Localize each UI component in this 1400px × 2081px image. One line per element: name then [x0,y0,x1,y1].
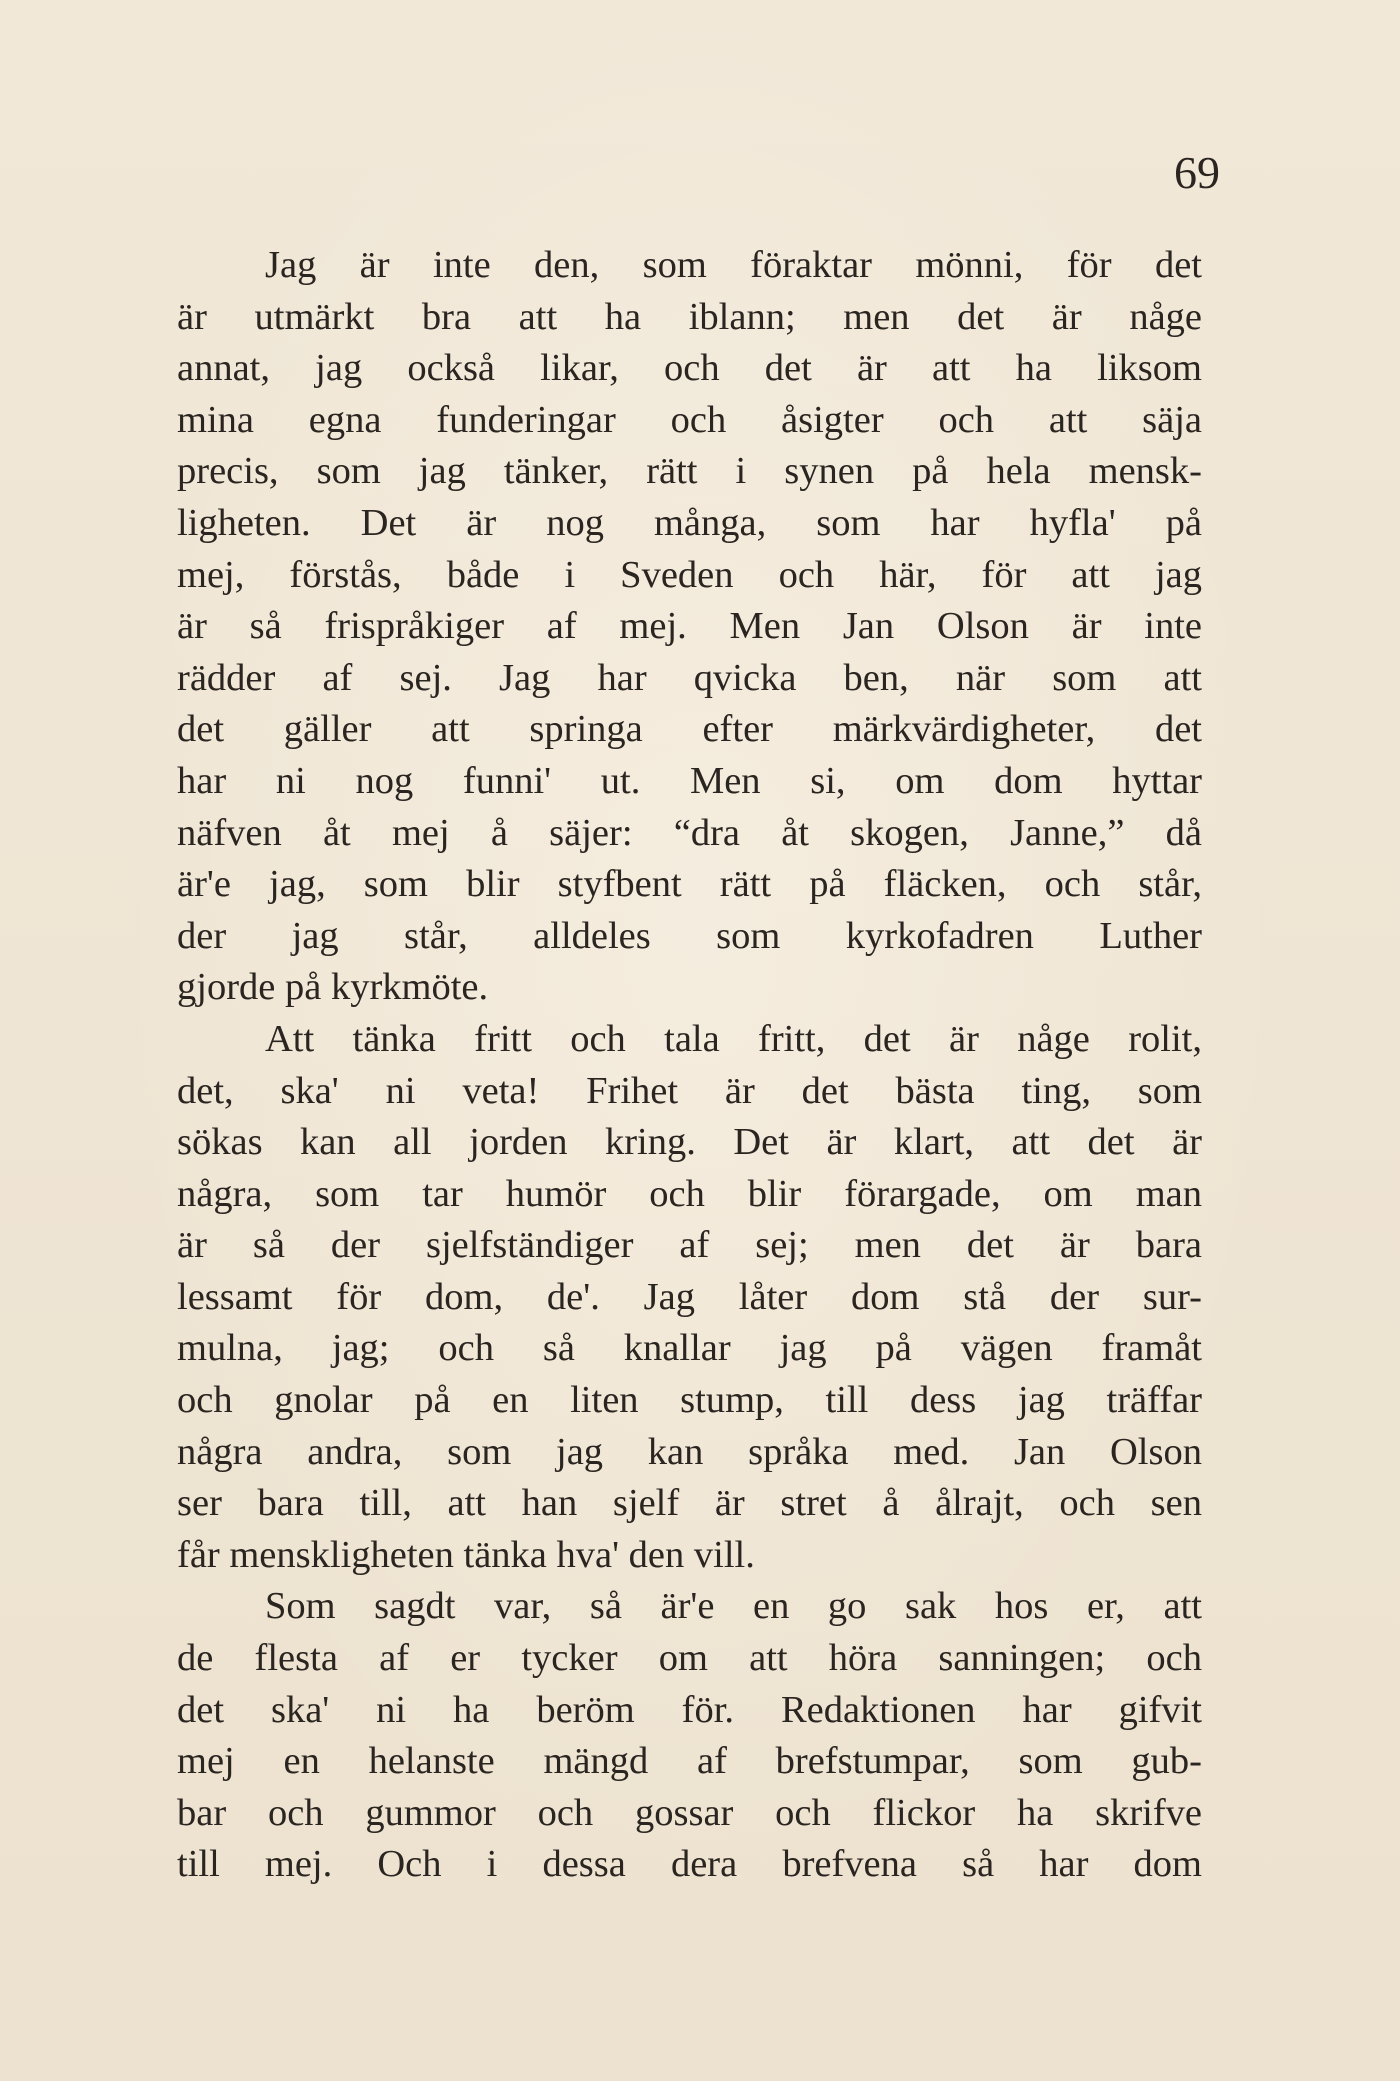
text-line: sökas kan all jorden kring. Det är klart, att det är [177,1121,1202,1164]
text-line: mina egna funderingar och åsigter och att säja [177,398,1202,441]
text-line: rädder af sej. Jag har qvicka ben, när som att [177,656,1202,699]
text-line: bar och gummor och gossar och flickor ha skrifve [177,1791,1202,1834]
text-line: annat, jag också likar, och det är att ha liksom [177,347,1202,390]
text-line: det gäller att springa efter märkvärdigheter, det [177,708,1202,751]
text-line: der jag står, alldeles som kyrkofadren Luther [177,914,1202,957]
page-number: 69 [1174,147,1220,198]
text-line: är utmärkt bra att ha iblann; men det är någe [177,295,1202,338]
text-line: Som sagdt var, så är'e en go sak hos er, att [265,1585,1202,1628]
text-line: ligheten. Det är nog många, som har hyfla' på [177,501,1202,544]
text-line: det ska' ni ha beröm för. Redaktionen har gifvit [177,1688,1202,1731]
text-line: har ni nog funni' ut. Men si, om dom hyttar [177,759,1202,802]
text-line: Att tänka fritt och tala fritt, det är någe rolit, [265,1017,1202,1060]
text-line: mej en helanste mängd af brefstumpar, som gub- [177,1740,1202,1783]
body-text [177,240,1202,1891]
text-line: är'e jag, som blir styfbent rätt på fläcken, och står, [177,863,1202,906]
text-line: till mej. Och i dessa dera brefvena så har dom [177,1843,1202,1886]
text-line: lessamt för dom, de'. Jag låter dom stå der sur- [177,1275,1202,1318]
text-line: får menskligheten tänka hva' den vill. [177,1533,755,1576]
text-line: mej, förstås, både i Sveden och här, för att jag [177,553,1202,596]
text-line: Jag är inte den, som föraktar mönni, för det [265,244,1202,286]
text-line: näfven åt mej å säjer: “dra åt skogen, Janne,” då [177,811,1202,854]
text-line: några andra, som jag kan språka med. Jan Olson [177,1430,1202,1473]
text-line: mulna, jag; och så knallar jag på vägen framåt [177,1327,1202,1370]
text-line: precis, som jag tänker, rätt i synen på hela mensk- [177,450,1202,493]
text-line: de flesta af er tycker om att höra sanningen; och [177,1637,1202,1680]
text-line: ser bara till, att han sjelf är stret å ålrajt, och sen [177,1482,1202,1525]
text-line: det, ska' ni veta! Frihet är det bästa ting, som [177,1069,1202,1112]
text-line: gjorde på kyrkmöte. [177,966,489,1009]
text-line: några, som tar humör och blir förargade, om man [177,1172,1202,1215]
text-line: och gnolar på en liten stump, till dess jag träffar [177,1379,1202,1422]
text-line: är så der sjelfständiger af sej; men det är bara [177,1224,1202,1267]
text-line: är så frispråkiger af mej. Men Jan Olson är inte [177,605,1202,648]
